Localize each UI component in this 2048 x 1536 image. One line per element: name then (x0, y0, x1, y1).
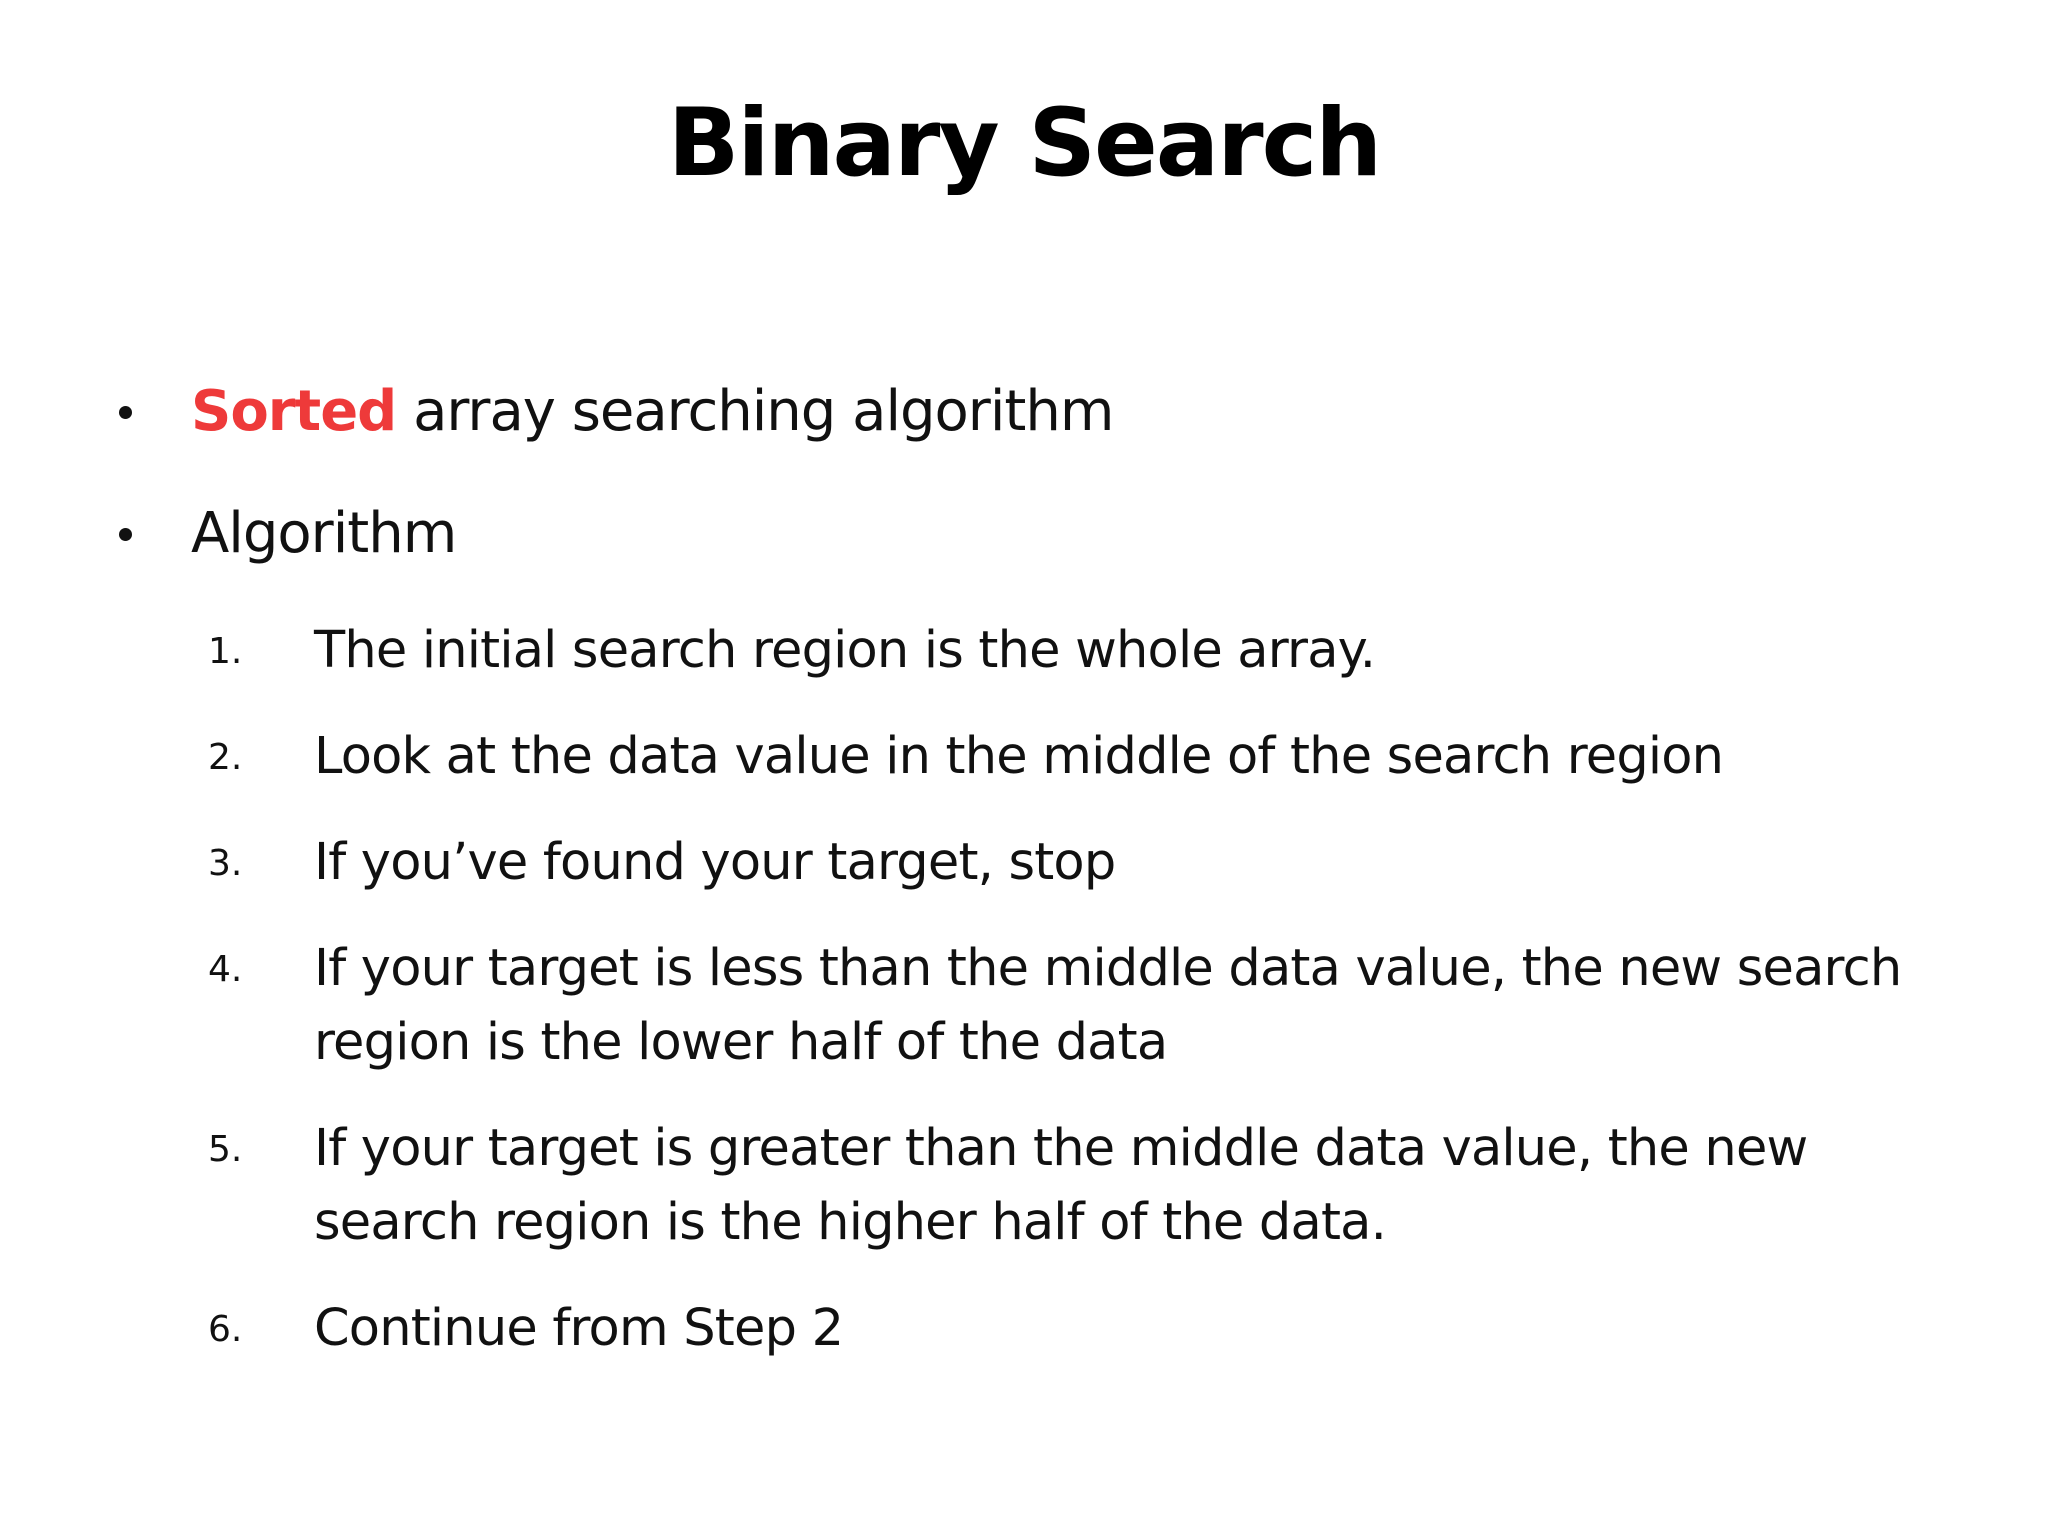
step-number: 3. (208, 843, 243, 884)
bullet-item-sorted (0, 372, 2048, 452)
highlight-word: Sorted (191, 379, 397, 444)
bullet-rest-text: array searching algorithm (396, 379, 1114, 444)
step-number: 4. (208, 949, 243, 990)
step-number: 1. (208, 631, 243, 672)
step-text: Look at the data value in the middle of the search region (314, 727, 1724, 786)
step-text: If your target is greater than the middle data value, the new search region is the higher half of the data. (314, 1119, 1808, 1252)
bullet-text (191, 372, 1113, 452)
slide-title: Binary Search (667, 89, 1381, 198)
bullet-text: Algorithm (191, 501, 457, 566)
step-text: Continue from Step 2 (314, 1299, 844, 1358)
step-text: The initial search region is the whole array. (314, 621, 1376, 680)
bullet-item-algorithm (0, 494, 2048, 574)
step-number: 6. (208, 1309, 243, 1350)
step-text: If you’ve found your target, stop (314, 833, 1116, 892)
bullet-dot-icon (119, 528, 132, 541)
step-text: If your target is less than the middle data value, the new search region is the lower half of the data (314, 939, 1902, 1072)
bullet-dot-icon (119, 406, 132, 419)
step-number: 2. (208, 737, 243, 778)
step-number: 5. (208, 1129, 243, 1170)
